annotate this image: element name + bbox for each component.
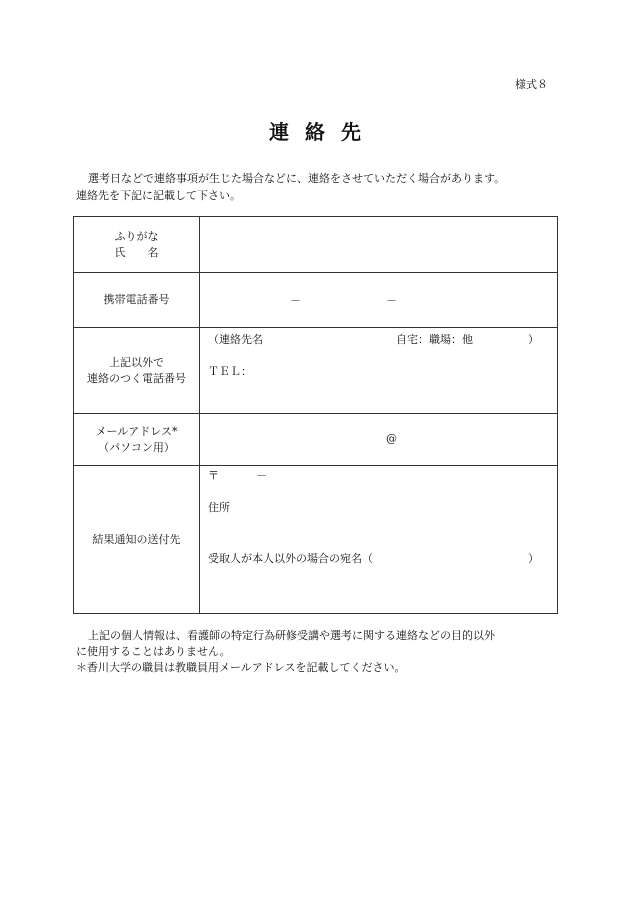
mobile-dash-1: － <box>290 294 301 307</box>
mobile-field[interactable] <box>200 273 558 328</box>
contact-close-paren: ） <box>528 333 539 346</box>
other-phone-row <box>74 328 558 414</box>
intro-line-1: 選考日などで連絡事項が生じた場合などに、連絡をさせていただく場合があります。 <box>88 172 506 185</box>
page-title: 連絡先 <box>269 120 377 144</box>
other-phone-label-cell <box>74 328 200 414</box>
recipient-close-paren: ） <box>528 552 539 565</box>
postal-dash: － <box>256 469 267 482</box>
recipient-label: 受取人が本人以外の場合の宛名（ <box>208 552 373 565</box>
name-field[interactable] <box>200 217 558 273</box>
other-phone-field[interactable] <box>200 328 558 414</box>
email-label: メールアドレス* <box>95 424 178 438</box>
result-address-label: 結果通知の送付先 <box>74 466 200 614</box>
postal-mark: 〒 <box>208 469 219 482</box>
tel-label: ＴＥＬ： <box>208 365 252 378</box>
privacy-line-2: に使用することはありません。 <box>76 645 231 658</box>
other-phone-label-top: 上記以外で <box>109 355 164 369</box>
email-label-cell <box>74 414 200 466</box>
privacy-line-1: 上記の個人情報は、看護師の特定行為研修受講や選考に関する連絡などの目的以外 <box>88 629 495 642</box>
furigana-label: ふりがな <box>114 229 159 243</box>
mobile-row <box>74 273 558 328</box>
staff-email-note: ＊香川大学の職員は教職員用メールアドレスを記載してください。 <box>76 661 406 674</box>
mobile-dash-2: － <box>386 294 397 307</box>
other-phone-label-bottom: 連絡のつく電話番号 <box>87 371 186 385</box>
result-address-field[interactable] <box>200 466 558 614</box>
result-address-row <box>74 466 558 614</box>
address-label: 住所 <box>208 501 230 514</box>
email-row <box>74 414 558 466</box>
email-pc-label: （パソコン用） <box>98 440 175 454</box>
privacy-notice <box>76 628 566 676</box>
intro-line-2: 連絡先を下記に記載して下さい。 <box>76 189 241 202</box>
contact-form-table <box>73 216 558 614</box>
name-row <box>74 217 558 273</box>
name-label: 氏 名 <box>114 245 159 259</box>
location-type-options: 自宅：職場：他 <box>396 333 473 346</box>
mobile-label: 携帯電話番号 <box>74 273 200 328</box>
name-label-cell <box>74 217 200 273</box>
at-sign: @ <box>386 432 397 445</box>
intro-text <box>76 170 566 204</box>
contact-name-label: （連絡先名 <box>208 333 263 346</box>
form-number: 様式８ <box>515 78 548 91</box>
email-field[interactable] <box>200 414 558 466</box>
